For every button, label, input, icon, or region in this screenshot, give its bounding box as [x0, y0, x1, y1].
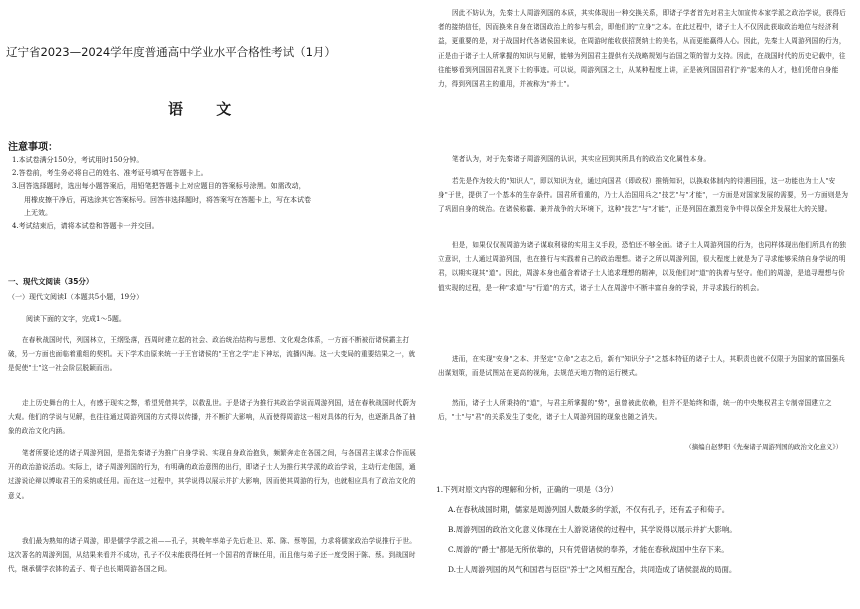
- exam-title: 辽宁省2023—2024学年度普通高中学业水平合格性考试（1月）: [6, 45, 336, 59]
- note-item: 用橡皮擦干净后，再选涂其它答案标号。回答非选择题时，将答案写在答题卡上，写在本试卷: [24, 195, 311, 204]
- paragraph: 然而，诸子士人所秉持的"道"，与君主所掌握的"势"，虽曾被此依赖，但并不是始终和谐，统一的中央集权君主专制帝国建立之后，"士"与"君"的关系发生了变化，诸子士人周游列国的现象也随之消失。: [438, 399, 832, 422]
- note-item: 3.回答选择题时，选出每小题答案后，用铅笔把答题卡上对应题目的答案标号涂黑。如需改动，: [12, 182, 306, 191]
- subsection-heading: （一）现代文阅读Ⅰ（本题共5小题，19分）: [8, 293, 144, 301]
- passage-right: [438, 152, 850, 166]
- paragraph: 我们最为熟知的诸子周游，即是儒学学派之祖——孔子，其晚年率弟子先后赴卫、郑、陈、蔡等国，力求将儒家政治学说推行于世。这次著名的周游列国，从结果来看并不成功，孔子不仅未能获得任何一个国君的青睐任用，而且他与弟子还一度受困于陈、蔡。到战国时代，继承儒学衣钵的孟子、荀子也长期周游各国之间。: [8, 537, 417, 574]
- passage-left: [8, 396, 420, 439]
- passage-right: [438, 174, 850, 217]
- notes-heading: 注意事项：: [8, 142, 58, 153]
- paragraph: 进而，在实现"安身"之本、并坚定"立命"之志之后，新有"知识分子"之基本特征的诸子士人，其职责也就不仅限于为国家的富国强兵出谋划策，而是试图站在更高的视角，去规范天地万物的运行模式。: [438, 355, 846, 378]
- paragraph: 但是，如果仅仅视周游为诸子谋取利禄的实用主义手段，恐怕还不够全面。诸子士人周游列国的行为，也同样体现出他们所具有的独立意识，士人通过周游列国，也在推行与实践着自己的政治理想。诸子之所以周游列国，很大程度上就是为了寻求能够采纳自身学说的明君，以期实现其"道"。因此，周游本身也蕴含着诸子士人追求理想的精神，以及他们对"道"的执着与坚守。他们的周游，是追寻理想与价值实现的过程，是一种"求道"与"行道"的方式，诸子士人在周游中不断丰富自身的学说，并寻求践行的机会。: [438, 241, 847, 292]
- paragraph: 笔者所要论述的诸子周游列国，是指先秦诸子为推广自身学说、实现自身政治抱负，频繁奔走在各国之间，与各国君主谋求合作而展开的政治游说活动。实际上，诸子周游列国的行为，有明确的政治意图的出行，即诸子士人为推行其学派的政治学说，主动行走他国，通过游说论辩以博取君王的采纳或任用。而在这一过程中，其学说得以展示并扩大影响，因而使其周游的行为，也就相应具有了政治文化的意义。: [8, 449, 417, 500]
- paragraph: 在春秋战国时代，列国林立，王纲坠落，西周时建立起的社会、政治统治结构与思想、文化观念体系，一方面不断被衍诸侯霸主打破，另一方面也面临着重组的契机。天下学术由原来统一于王官诸侯的"王官之学"走下神坛，流播四海。这一大变局的重要结果之一，就是促使"士"这一社会阶层脱颖而出。: [8, 336, 416, 373]
- passage-right: [438, 396, 850, 424]
- passage-left: [8, 333, 420, 376]
- source-citation: （摘编自赵梦阳《先秦诸子周游列国的政治文化意义》）: [685, 443, 842, 451]
- paragraph: 若先是作为较大的"知识人"，即以知识为业，通过向国君（即政权）推销知识，以换取体制内的待遇回报，这一功能也为士人"安身"于世，提供了一个基本的生存条件。国君所看重的，乃士人治国用兵之"技艺"与"才能"，一方面是对国家发展的需要，另一方面则是为了巩固自身的统治。在诸侯称霸、兼并战争的大环境下，这种"技艺"与"才能"，正是列国在激烈竞争中得以保全并发展壮大的关键。: [438, 177, 849, 214]
- paragraph: 走上历史舞台的士人，有感于现实之弊，希望凭借其学，以救乱世。于是诸子为推行其政治学说而周游列国，适在春秋战国时代蔚为大观。他们的学说与见解，也往往通过周游列国的方式得以传播，并不断扩大影响，从而使得周游这一相对具体的行为，也逐渐具备了抽象的政治文化内涵。: [8, 399, 417, 436]
- right-column: [428, 0, 860, 609]
- section-heading: 一、现代文阅读（35分）: [8, 277, 94, 286]
- option-c: C.周游的"爵士"都是无所依靠的，只有凭借诸侯的奉养，才能在春秋战国中生存下来。: [448, 545, 729, 554]
- passage-left: [8, 534, 420, 577]
- left-column: [0, 0, 428, 609]
- reading-instruction: 阅读下面的文字，完成1～5题。: [26, 315, 126, 323]
- passage-right: [438, 238, 850, 295]
- question-1: [436, 480, 852, 580]
- notes-list: [12, 154, 420, 233]
- option-d: D.士人周游列国的风气和国君与臣臣"养士"之风相互配合，共同造成了诸侯混战的局面。: [448, 565, 737, 574]
- paragraph: 因此不妨认为，先秦士人周游列国的本质，其实体现出一种交换关系，即诸子学者首先对君主大加宣传本家学派之政治学说，获得后者的接纳信任，因而换来自身在诸国政治上的参与机会，即他们的"立身"之本。在此过程中，诸子士人不仅因此获取政治地位与经济利益，更重要的是，对于战国时代各诸侯国来说，在周游时能收获招贤纳士的美名，从而更能赢得人心。因此，先秦士人周游列国的行为，正是由于诸子士人所掌握的知识与见解，能够为列国君主提供有关战略规划与治国之策的智力支持。因此，在战国时代的历史记载中，往往能够看到列国国君礼贤下士的事迹。可以说，周游列国之士，从某种程度上讲，正是被列国国君们"养"起来的人才，他们凭借自身能力，得到列国君主的重用，并被称为"养士"。: [438, 9, 847, 89]
- passage-right: [438, 352, 850, 380]
- question-stem: 1.下列对原文内容的理解和分析，正确的一项是（3分）: [436, 485, 618, 494]
- passage-right: [438, 6, 850, 91]
- passage-left: [8, 446, 420, 503]
- subject-title: 语 文: [168, 100, 246, 118]
- option-a: A.在春秋战国时期，儒家是周游列国人数最多的学派，不仅有孔子，还有孟子和荀子。: [448, 505, 730, 514]
- note-item: 4.考试结束后，请将本试卷和答题卡一并交回。: [12, 222, 159, 231]
- note-item: 2.答卷前，考生务必将自己的姓名、准考证号填写在答题卡上。: [12, 169, 208, 178]
- note-item: 1.本试卷满分150分，考试用时150分钟。: [12, 156, 144, 164]
- note-item: 上无效。: [24, 208, 52, 217]
- paragraph: 笔者认为，对于先秦诸子周游列国的认识，其实应回到其所具有的政治文化属性本身。: [452, 155, 711, 163]
- option-b: B.周游列国的政治文化意义体现在士人游说诸侯的过程中，其学说得以展示并扩大影响。: [448, 525, 737, 534]
